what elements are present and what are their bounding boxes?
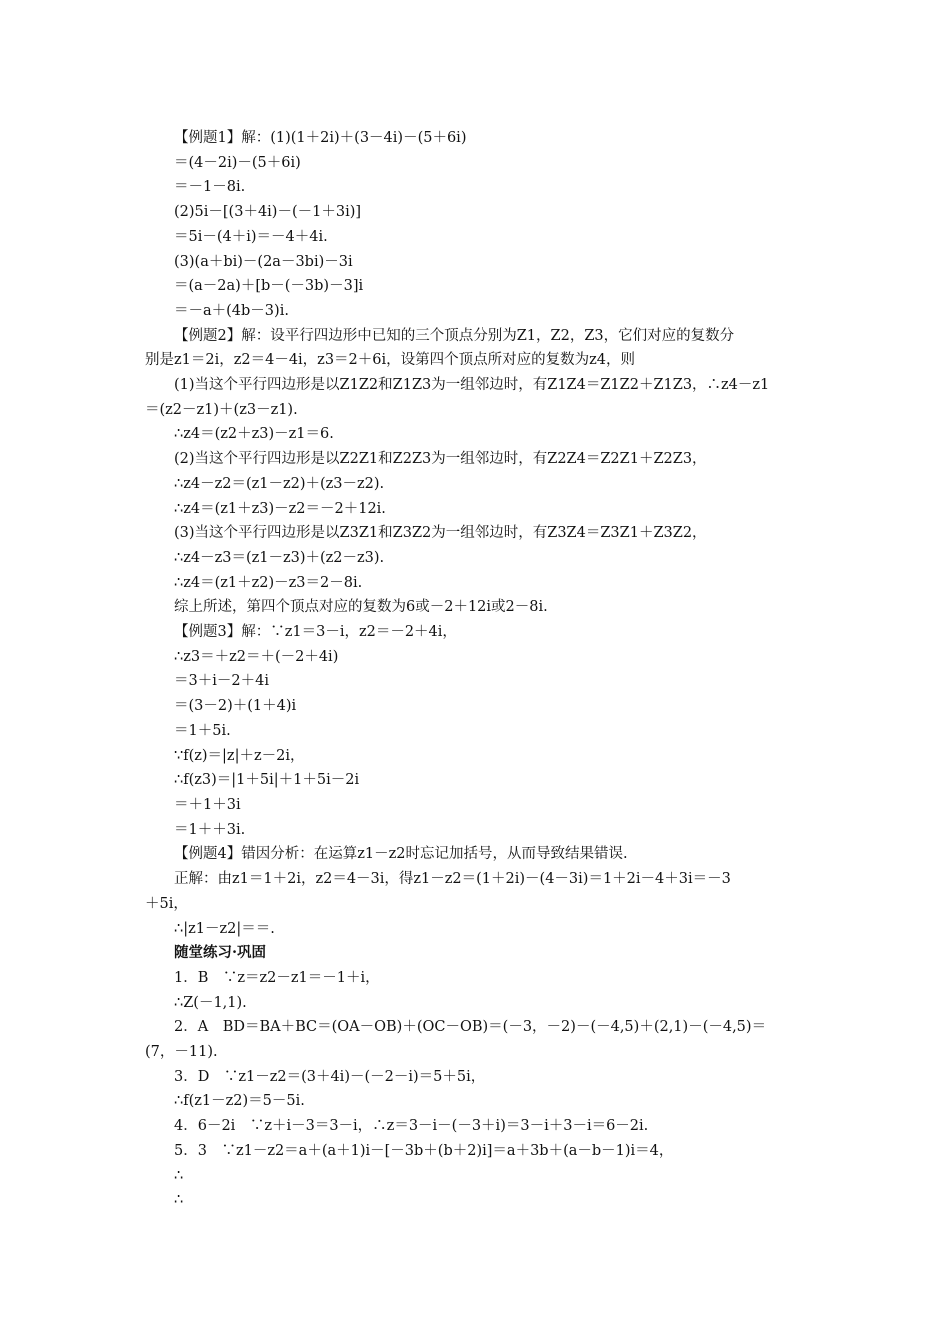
text-line: 4．6－2i ∵z＋i－3＝3－i，∴z＝3－i－(－3＋i)＝3－i＋3－i＝6－2i. (174, 1118, 649, 1135)
text-line: ∴z4＝(z2＋z3)－z1＝6. (174, 426, 334, 443)
text-line: (7，－11). (145, 1044, 218, 1061)
text-line: 【例题2】解：设平行四边形中已知的三个顶点分别为Z1，Z2，Z3，它们对应的复数分 (174, 327, 735, 344)
text-line: 2．A BD＝BA＋BC＝(OA－OB)＋(OC－OB)＝(－3，－2)－(－4,5)＋(2,1)－(－4,5)＝ (174, 1019, 767, 1036)
text-line: 3．D ∵z1－z2＝(3＋4i)－(－2－i)＝5＋5i， (174, 1068, 486, 1085)
text-line: 别是z1＝2i，z2＝4－4i，z3＝2＋6i，设第四个顶点所对应的复数为z4，则 (145, 352, 635, 369)
text-line: (1)当这个平行四边形是以Z1Z2和Z1Z3为一组邻边时，有Z1Z4＝Z1Z2＋Z1Z3，∴z4－z1 (174, 377, 770, 394)
text-line: ＝－a＋(4b－3)i. (174, 302, 289, 319)
text-line: ∴ (174, 1167, 184, 1184)
text-line: (3)当这个平行四边形是以Z3Z1和Z3Z2为一组邻边时，有Z3Z4＝Z3Z1＋Z3Z2， (174, 525, 707, 542)
text-line: (3)(a＋bi)－(2a－3bi)－3i (174, 253, 353, 270)
text-line: ∴z4＝(z1＋z2)－z3＝2－8i. (174, 574, 363, 591)
text-line: ＝＋1＋3i (174, 796, 241, 813)
text-line: (2)当这个平行四边形是以Z2Z1和Z2Z3为一组邻边时，有Z2Z4＝Z2Z1＋Z2Z3， (174, 451, 707, 468)
text-line: 1．B ∵z＝z2－z1＝－1＋i， (174, 969, 380, 986)
text-line: 【例题1】解：(1)(1＋2i)＋(3－4i)－(5＋6i) (174, 130, 467, 146)
text-line: ∴f(z3)＝|1＋5i|＋1＋5i－2i (174, 772, 360, 789)
text-line: 【例题4】错因分析：在运算z1－z2时忘记加括号，从而导致结果错误. (174, 846, 628, 863)
text-line: ∴z3＝＋z2＝＋(－2＋4i) (174, 648, 339, 665)
text-line: ∵f(z)＝|z|＋z－2i， (174, 747, 305, 764)
text-line: ∴z4－z2＝(z1－z2)＋(z3－z2). (174, 475, 385, 492)
text-line: 综上所述，第四个顶点对应的复数为6或－2＋12i或2－8i. (174, 599, 548, 616)
text-line: ＝－1－8i. (174, 179, 246, 196)
text-line: 5．3 ∵z1－z2＝a＋(a＋1)i－[－3b＋(b＋2)i]＝a＋3b＋(a－b－1)i＝4， (174, 1142, 674, 1159)
document-page (145, 126, 810, 1213)
text-line: 【例题3】解：∵z1＝3－i，z2＝－2＋4i， (174, 624, 457, 641)
text-line: ＝3＋i－2＋4i (174, 673, 269, 690)
text-line: 正解：由z1＝1＋2i，z2＝4－3i，得z1－z2＝(1＋2i)－(4－3i)＝1＋2i－4＋3i＝－3 (174, 871, 731, 888)
text-line: ＝5i－(4＋i)＝－4＋4i. (174, 228, 328, 245)
text-line: ∴ (174, 1192, 184, 1209)
text-line: ∴Z(－1,1). (174, 994, 247, 1011)
text-line: ∴|z1－z2|＝＝. (174, 920, 275, 937)
text-line: ＝1＋5i. (174, 722, 231, 739)
text-line: ＝(z2－z1)＋(z3－z1). (145, 401, 298, 418)
text-line: ＝(a－2a)＋[b－(－3b)－3]i (174, 278, 364, 295)
text-line: ＋5i， (145, 895, 188, 912)
text-line: ∴z4－z3＝(z1－z3)＋(z2－z3). (174, 549, 385, 566)
text-line: ∴f(z1－z2)＝5－5i. (174, 1093, 305, 1110)
text-line: ∴z4＝(z1＋z3)－z2＝－2＋12i. (174, 500, 386, 517)
text-line: ＝(4－2i)－(5＋6i) (174, 154, 301, 171)
text-line: (2)5i－[(3＋4i)－(－1＋3i)] (174, 204, 362, 221)
text-line: ＝1＋＋3i. (174, 821, 246, 838)
text-line: 随堂练习·巩固 (174, 944, 267, 962)
text-line: ＝(3－2)＋(1＋4)i (174, 698, 297, 715)
